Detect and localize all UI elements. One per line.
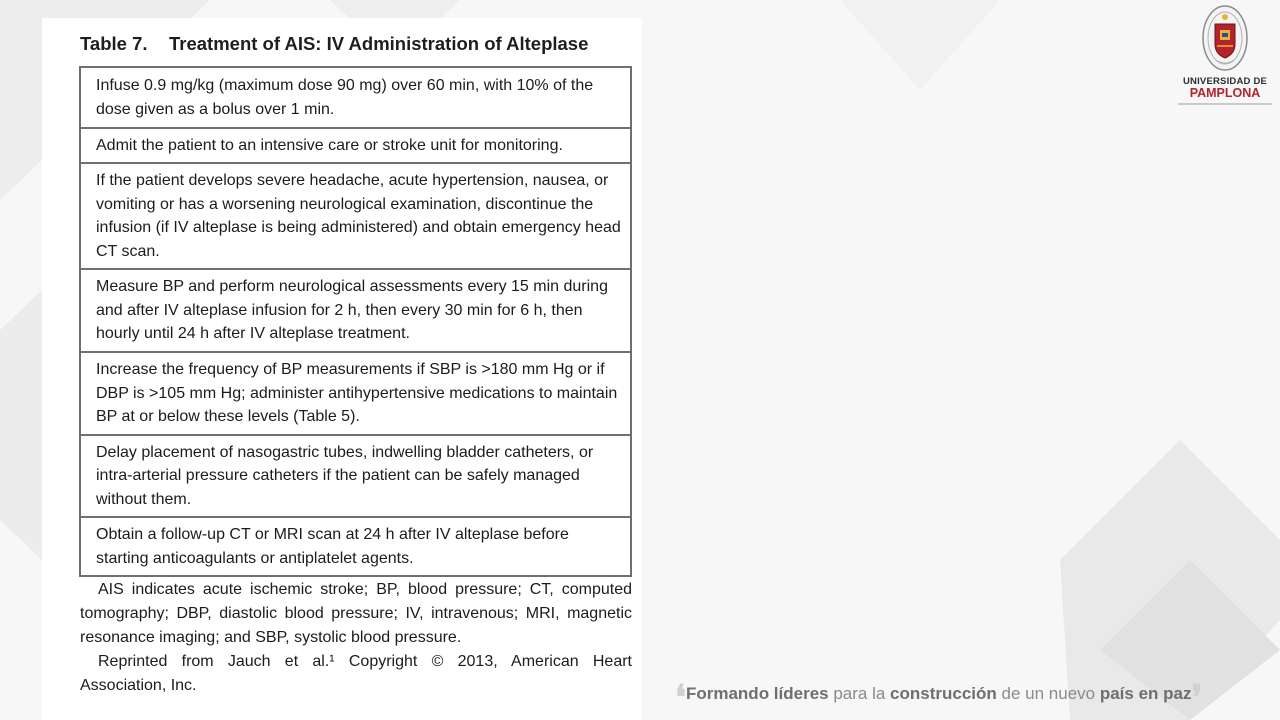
slogan (675, 678, 1203, 718)
table-number: Table 7. (80, 33, 148, 54)
footnote-abbreviations: AIS indicates acute ischemic stroke; BP, blood pressure; CT, computed tomography; DBP, diastolic blood pressure; IV, intravenous; MRI, magnetic resonance imaging; and SBP, systolic blood pressure. (80, 581, 632, 646)
table-row (80, 67, 631, 128)
table-title (80, 33, 588, 55)
table-row (80, 269, 631, 352)
slogan-part4: de un nuevo (996, 684, 1100, 703)
close-quote-icon: ❜ (1191, 678, 1203, 718)
slogan-part3: construcción (890, 684, 997, 703)
footnote-reprint: Reprinted from Jauch et al.¹ Copyright © 2013, American Heart Association, Inc. (80, 653, 632, 694)
slogan-part5: país en paz (1099, 684, 1192, 703)
table-row (80, 517, 631, 576)
table-cell: Delay placement of nasogastric tubes, indwelling bladder catheters, or intra-arterial pressure catheters if the patient can be safely managed without them. (80, 435, 631, 517)
table-row (80, 435, 631, 517)
table-cell: Measure BP and perform neurological assessments every 15 min during and after IV alteplase infusion for 2 h, then every 30 min for 6 h, then hourly until 24 h after IV alteplase treatment. (80, 269, 631, 352)
table-cell: Obtain a follow-up CT or MRI scan at 24 h after IV alteplase before starting anticoagulants or antiplatelet agents. (80, 517, 631, 576)
table-row (80, 128, 631, 163)
alteplase-table (79, 66, 632, 577)
table-cell: Admit the patient to an intensive care or stroke unit for monitoring. (80, 128, 631, 163)
logo-line1: UNIVERSIDAD DE (1182, 76, 1268, 87)
table-cell: Increase the frequency of BP measurements if SBP is >180 mm Hg or if DBP is >105 mm Hg; administer antihypertensive medications to maintain BP at or below these levels (Table 5). (80, 352, 631, 435)
open-quote-icon: ❛ (675, 678, 686, 718)
slogan-part1: Formando líderes (685, 684, 829, 703)
university-logo (1176, 4, 1274, 108)
table-title-text: Treatment of AIS: IV Administration of Alteplase (169, 33, 589, 54)
table-row (80, 163, 631, 269)
table-cell: Infuse 0.9 mg/kg (maximum dose 90 mg) over 60 min, with 10% of the dose given as a bolus over 1 min. (80, 67, 631, 128)
slogan-part2: para la (828, 684, 891, 703)
table-cell: If the patient develops severe headache, acute hypertension, nausea, or vomiting or has a worsening neurological examination, discontinue the infusion (if IV alteplase is being administered) and obtain emergency head CT scan. (80, 163, 631, 269)
logo-line2: PAMPLONA (1189, 86, 1261, 100)
table-row (80, 352, 631, 435)
logo-divider (1178, 103, 1272, 105)
university-seal-icon (1202, 4, 1248, 72)
table-footnote (80, 578, 632, 698)
